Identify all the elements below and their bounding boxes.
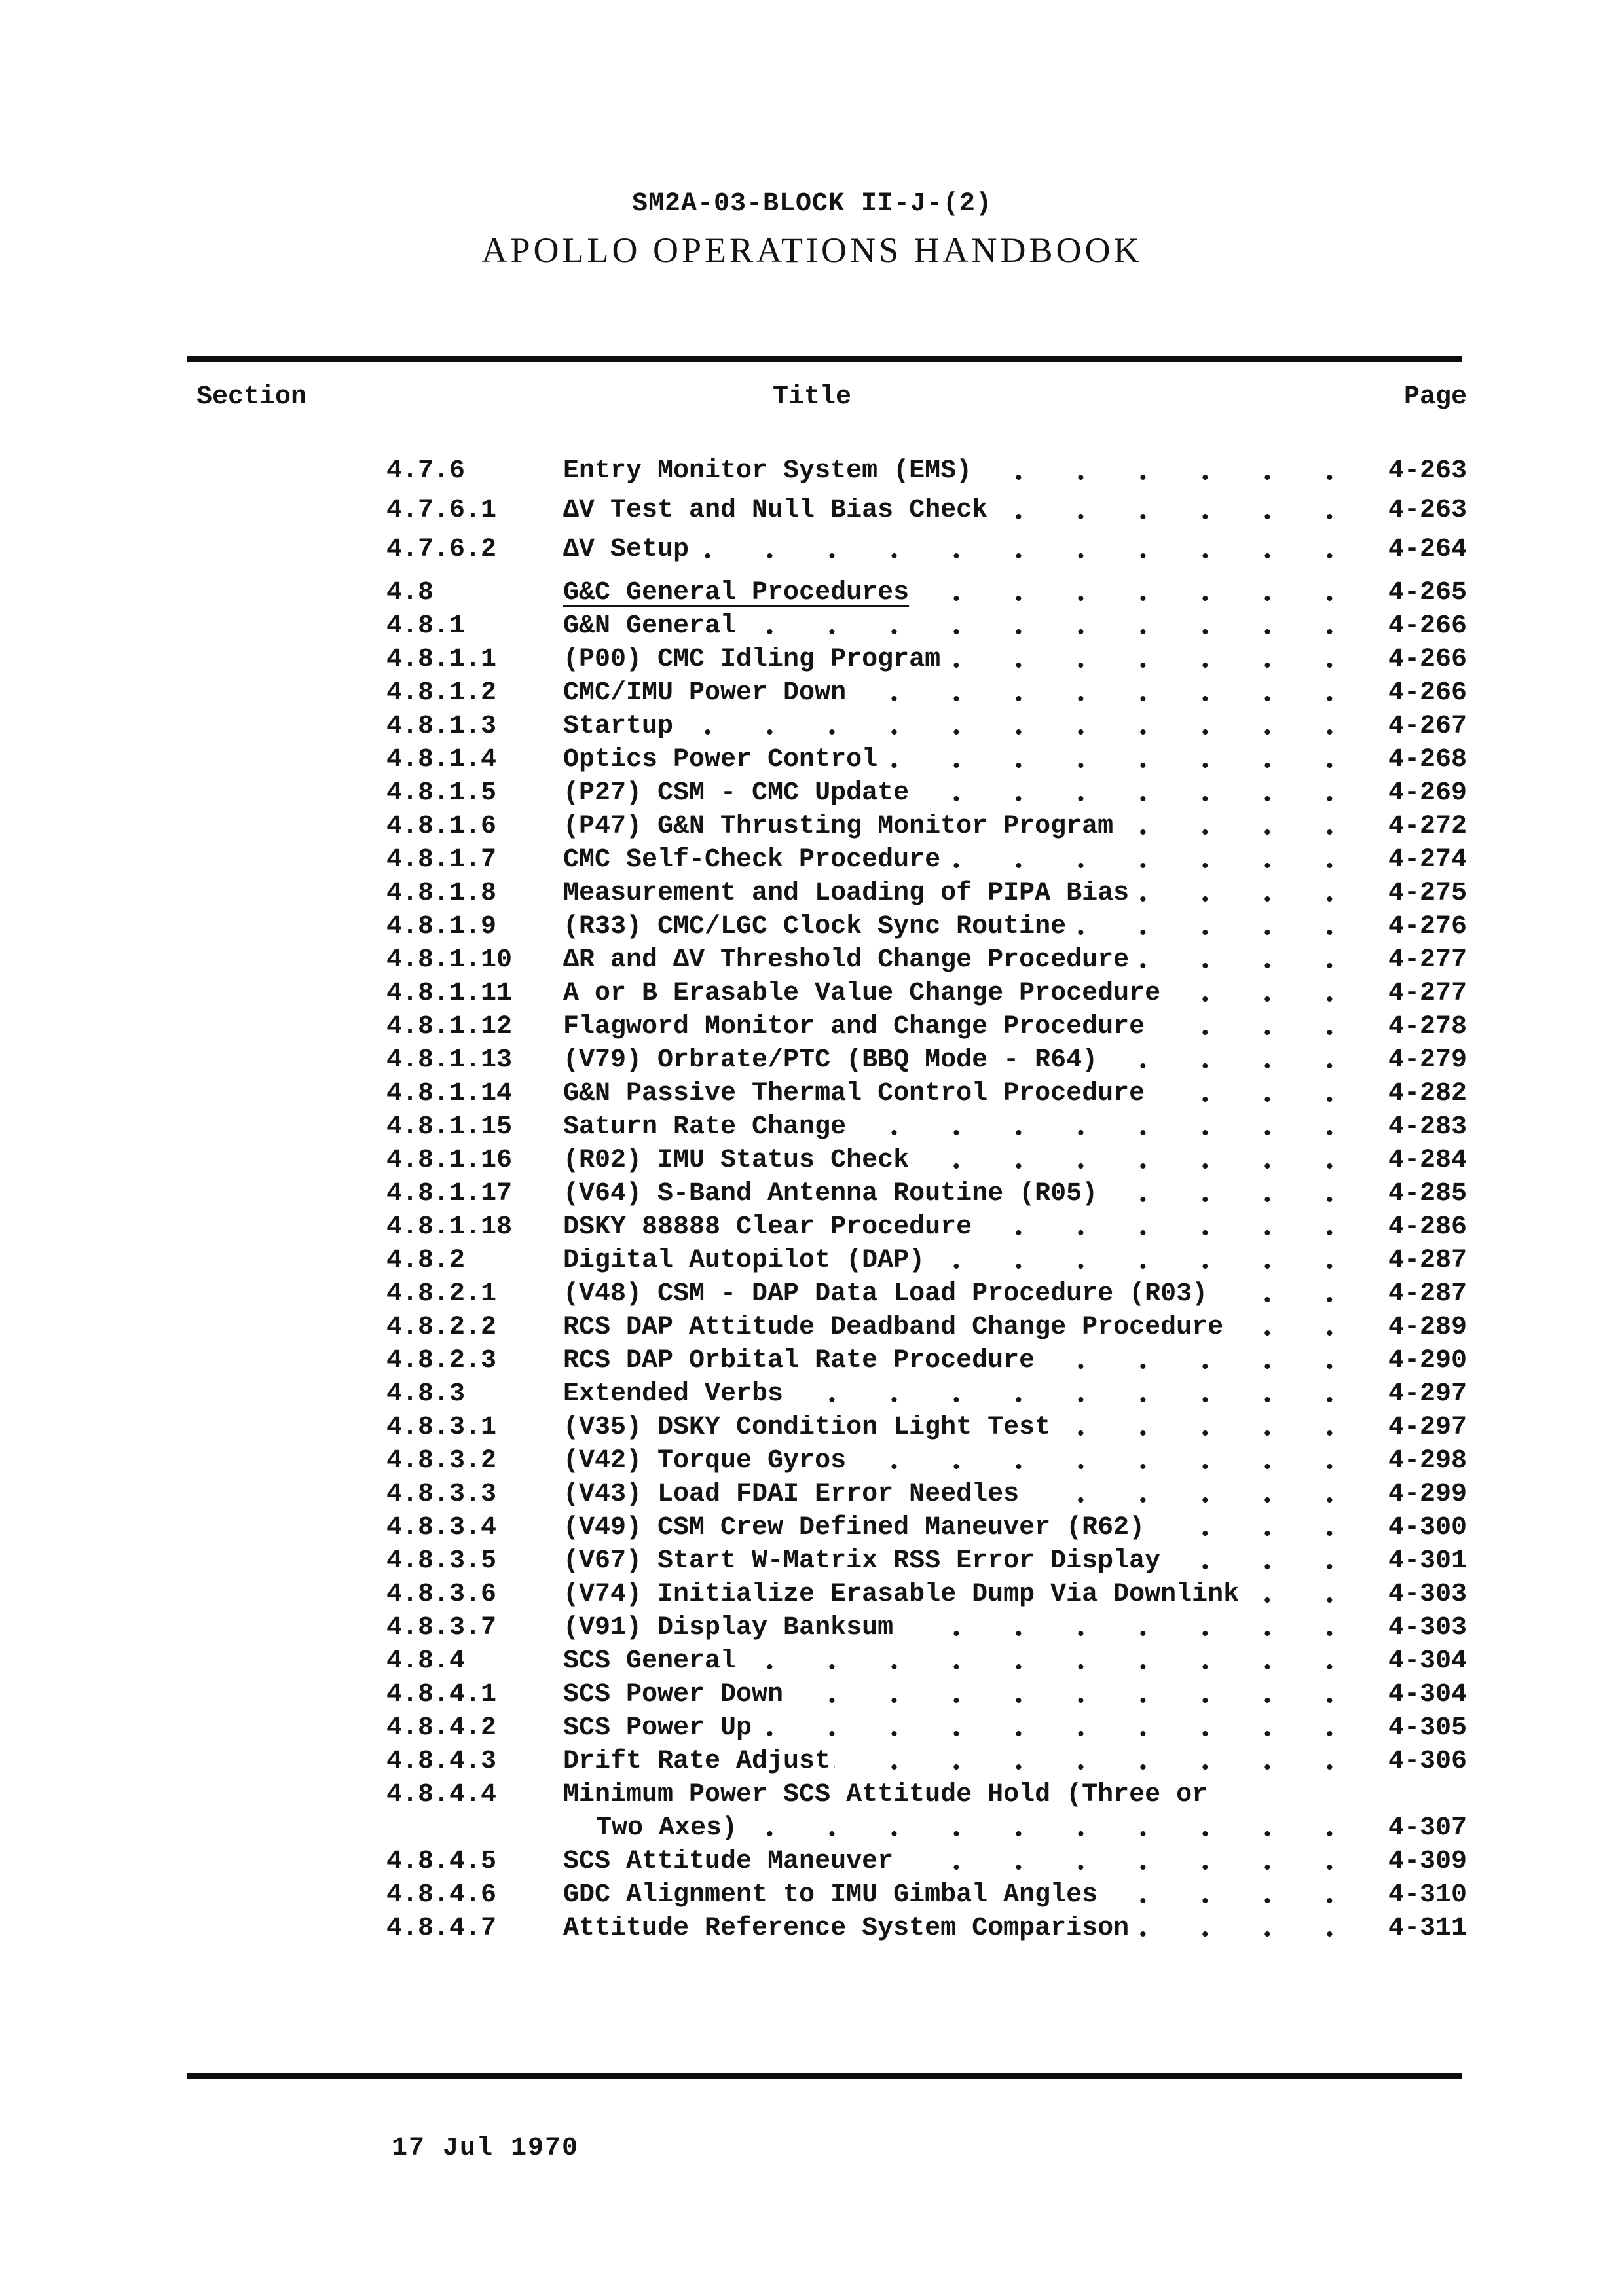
toc-row-title: G&C General Procedures bbox=[563, 578, 910, 608]
toc-row-page: 4-266 bbox=[1388, 678, 1467, 708]
toc-row-page: 4-263 bbox=[1388, 456, 1467, 486]
toc-row-title: Drift Rate Adjust bbox=[563, 1747, 831, 1776]
toc-row-page: 4-303 bbox=[1388, 1613, 1467, 1643]
toc-row-title-continuation: Two Axes) bbox=[596, 1813, 738, 1843]
clipped-footer-date bbox=[392, 2134, 640, 2163]
toc-row bbox=[386, 1077, 1467, 1110]
toc-row bbox=[386, 1845, 1467, 1878]
toc-row bbox=[386, 1044, 1467, 1077]
toc-row bbox=[386, 1411, 1467, 1444]
dot-leader bbox=[913, 776, 1369, 810]
dot-leader bbox=[944, 843, 1369, 877]
dot-leader bbox=[693, 530, 1369, 570]
toc-row-title: (R02) IMU Status Check bbox=[563, 1146, 910, 1175]
doc-title: APOLLO OPERATIONS HANDBOOK bbox=[481, 230, 1143, 270]
toc-row-page: 4-263 bbox=[1388, 496, 1467, 525]
toc-row-section: 4.8.3.2 bbox=[386, 1446, 497, 1476]
toc-row bbox=[386, 610, 1467, 643]
toc-row-section: 4.8.1.16 bbox=[386, 1146, 513, 1175]
toc-row-title: (V91) Display Banksum bbox=[563, 1613, 894, 1643]
toc-row bbox=[386, 1711, 1467, 1745]
dot-leader bbox=[1133, 877, 1369, 910]
toc-row-title: Entry Monitor System (EMS) bbox=[563, 456, 972, 486]
column-header-section: Section bbox=[196, 382, 307, 412]
toc-row bbox=[386, 943, 1467, 977]
toc-row-page: 4-297 bbox=[1388, 1413, 1467, 1442]
toc-row-page: 4-299 bbox=[1388, 1480, 1467, 1509]
toc-row-page: 4-304 bbox=[1388, 1680, 1467, 1709]
toc-row-section: 4.8.3.6 bbox=[386, 1580, 497, 1609]
dot-leader bbox=[1164, 1544, 1369, 1578]
toc-row-section: 4.8.1.11 bbox=[386, 979, 513, 1008]
toc-row-section: 4.8.1 bbox=[386, 611, 466, 641]
dot-leader bbox=[944, 643, 1369, 676]
toc-row-section: 4.8.3.7 bbox=[386, 1613, 497, 1643]
toc-row-title: RCS DAP Orbital Rate Procedure bbox=[563, 1346, 1035, 1376]
toc-row-page: 4-289 bbox=[1388, 1313, 1467, 1342]
toc-row-section: 4.8.3.5 bbox=[386, 1546, 497, 1576]
toc-row-title: Startup bbox=[563, 712, 674, 741]
toc-row-title: CMC/IMU Power Down bbox=[563, 678, 847, 708]
toc-row-section: 4.8.1.18 bbox=[386, 1212, 513, 1242]
toc-row-title: (P27) CSM - CMC Update bbox=[563, 778, 910, 808]
toc-row-section: 4.8.1.2 bbox=[386, 678, 497, 708]
toc-row bbox=[386, 1211, 1467, 1244]
dot-leader bbox=[1101, 1044, 1369, 1077]
toc-row bbox=[386, 1277, 1467, 1311]
toc-row-section: 4.8.1.4 bbox=[386, 745, 497, 774]
toc-row-section: 4.8.1.1 bbox=[386, 645, 497, 674]
dot-leader bbox=[1243, 1578, 1369, 1611]
toc-row-section: 4.8 bbox=[386, 578, 434, 608]
dot-leader bbox=[1211, 1277, 1369, 1311]
toc-row-section: 4.8.4 bbox=[386, 1647, 466, 1676]
toc-row bbox=[386, 1511, 1467, 1544]
toc-group-4-7 bbox=[386, 452, 1467, 570]
toc-row-page: 4-275 bbox=[1388, 879, 1467, 908]
toc-row-section: 4.8.2.1 bbox=[386, 1279, 497, 1309]
dot-leader bbox=[897, 1845, 1369, 1878]
toc-row-title: Flagword Monitor and Change Procedure bbox=[563, 1012, 1145, 1042]
toc-row-title: (V74) Initialize Erasable Dump Via Downlink bbox=[563, 1580, 1240, 1609]
toc-row-title: Minimum Power SCS Attitude Hold (Three or bbox=[563, 1780, 1208, 1810]
dot-leader bbox=[1149, 1511, 1369, 1544]
toc-row-section: 4.8.1.13 bbox=[386, 1046, 513, 1075]
dot-leader bbox=[1070, 910, 1369, 943]
dot-leader bbox=[897, 1611, 1369, 1645]
toc-row bbox=[386, 1344, 1467, 1377]
dot-leader bbox=[913, 1144, 1369, 1177]
dot-leader bbox=[1149, 1077, 1369, 1110]
toc-row-page: 4-274 bbox=[1388, 845, 1467, 875]
toc-row-title: (V42) Torque Gyros bbox=[563, 1446, 847, 1476]
dot-leader bbox=[976, 452, 1369, 491]
toc-row-section: 4.8.1.5 bbox=[386, 778, 497, 808]
toc-row-section: 4.8.1.17 bbox=[386, 1179, 513, 1209]
toc-row-section: 4.7.6.1 bbox=[386, 496, 497, 525]
dot-leader bbox=[740, 1645, 1369, 1678]
toc-row bbox=[386, 1444, 1467, 1478]
toc-row-title: ΔV Setup bbox=[563, 535, 690, 564]
toc-row bbox=[386, 776, 1467, 810]
toc-row-title: Digital Autopilot (DAP) bbox=[563, 1246, 925, 1275]
toc-row-title: DSKY 88888 Clear Procedure bbox=[563, 1212, 972, 1242]
bottom-rule bbox=[187, 2073, 1462, 2079]
dot-leader bbox=[1227, 1311, 1369, 1344]
toc-row-section: 4.8.1.6 bbox=[386, 812, 497, 841]
toc-row bbox=[386, 491, 1467, 530]
toc-row-title: ΔR and ΔV Threshold Change Procedure bbox=[563, 945, 1130, 975]
dot-leader bbox=[1023, 1478, 1369, 1511]
dot-leader bbox=[991, 491, 1369, 530]
toc-row bbox=[386, 810, 1467, 843]
toc-row-page: 4-269 bbox=[1388, 778, 1467, 808]
toc-row bbox=[386, 1645, 1467, 1678]
column-header-title: Title bbox=[772, 382, 852, 412]
dot-leader bbox=[1101, 1177, 1369, 1211]
toc-row-page: 4-267 bbox=[1388, 712, 1467, 741]
toc-row bbox=[386, 576, 1467, 610]
toc-row-section: 4.8.1.7 bbox=[386, 845, 497, 875]
toc-row-title: Measurement and Loading of PIPA Bias bbox=[563, 879, 1130, 908]
toc-row bbox=[386, 452, 1467, 491]
toc-row-page: 4-310 bbox=[1388, 1880, 1467, 1910]
toc-row-section: 4.8.4.5 bbox=[386, 1847, 497, 1876]
toc-row bbox=[386, 877, 1467, 910]
toc-row-title: GDC Alignment to IMU Gimbal Angles bbox=[563, 1880, 1098, 1910]
dot-leader bbox=[1101, 1878, 1369, 1912]
dot-leader bbox=[1054, 1411, 1369, 1444]
dot-leader bbox=[741, 1812, 1369, 1845]
dot-leader bbox=[677, 710, 1369, 743]
toc-row bbox=[386, 676, 1467, 710]
toc-row-title: (P47) G&N Thrusting Monitor Program bbox=[563, 812, 1114, 841]
toc-row-title: SCS Power Down bbox=[563, 1680, 784, 1709]
toc-row-title: (V48) CSM - DAP Data Load Procedure (R03) bbox=[563, 1279, 1208, 1309]
dot-leader bbox=[850, 1444, 1369, 1478]
toc-row-title: (V49) CSM Crew Defined Maneuver (R62) bbox=[563, 1513, 1145, 1542]
toc-row bbox=[386, 843, 1467, 877]
toc-row-section: 4.8.4.2 bbox=[386, 1713, 497, 1743]
toc-row-section: 4.8.2.2 bbox=[386, 1313, 497, 1342]
toc-row-title: CMC Self-Check Procedure bbox=[563, 845, 941, 875]
clipped-footer-date-text: 17 Jul 1970 bbox=[392, 2134, 580, 2163]
toc-group-4-8 bbox=[386, 576, 1467, 1945]
top-rule bbox=[187, 356, 1462, 362]
toc-row bbox=[386, 910, 1467, 943]
dot-leader bbox=[1149, 1010, 1369, 1044]
dot-leader bbox=[1164, 977, 1369, 1010]
toc-row-title: SCS General bbox=[563, 1647, 737, 1676]
dot-leader bbox=[834, 1745, 1369, 1778]
toc-row-page: 4-286 bbox=[1388, 1212, 1467, 1242]
toc-row-page: 4-309 bbox=[1388, 1847, 1467, 1876]
toc-row-title: (V35) DSKY Condition Light Test bbox=[563, 1413, 1051, 1442]
toc-row-title: ΔV Test and Null Bias Check bbox=[563, 496, 988, 525]
dot-leader bbox=[740, 610, 1369, 643]
toc-row-section: 4.8.3.4 bbox=[386, 1513, 497, 1542]
toc-row-page: 4-283 bbox=[1388, 1112, 1467, 1142]
toc-row bbox=[386, 643, 1467, 676]
toc-row-title: SCS Power Up bbox=[563, 1713, 752, 1743]
toc-row bbox=[386, 1745, 1467, 1778]
toc-row bbox=[386, 1578, 1467, 1611]
dot-leader bbox=[976, 1211, 1369, 1244]
toc-row-page: 4-268 bbox=[1388, 745, 1467, 774]
dot-leader bbox=[787, 1678, 1369, 1711]
toc-row-title: (V43) Load FDAI Error Needles bbox=[563, 1480, 1020, 1509]
dot-leader bbox=[787, 1377, 1369, 1411]
toc-row-title: Extended Verbs bbox=[563, 1379, 784, 1409]
toc-row-page: 4-265 bbox=[1388, 578, 1467, 608]
toc-row-title: Attitude Reference System Comparison bbox=[563, 1914, 1130, 1943]
toc-row-page: 4-297 bbox=[1388, 1379, 1467, 1409]
toc-row-section: 4.8.1.14 bbox=[386, 1079, 513, 1108]
toc-row bbox=[386, 1010, 1467, 1044]
toc-row-page: 4-277 bbox=[1388, 979, 1467, 1008]
toc-row bbox=[386, 1812, 1467, 1845]
toc-row-section: 4.8.4.1 bbox=[386, 1680, 497, 1709]
toc-row-section: 4.8.1.15 bbox=[386, 1112, 513, 1142]
toc-row-page: 4-298 bbox=[1388, 1446, 1467, 1476]
toc-row bbox=[386, 1678, 1467, 1711]
column-header-page: Page bbox=[1403, 382, 1467, 412]
dot-leader bbox=[881, 743, 1369, 776]
dot-leader bbox=[929, 1244, 1369, 1277]
toc-row-page: 4-287 bbox=[1388, 1246, 1467, 1275]
toc-row-title: SCS Attitude Maneuver bbox=[563, 1847, 894, 1876]
toc-row bbox=[386, 1912, 1467, 1945]
toc-row-title: Saturn Rate Change bbox=[563, 1112, 847, 1142]
toc-row bbox=[386, 1478, 1467, 1511]
toc-row bbox=[386, 1311, 1467, 1344]
toc-row-section: 4.8.1.3 bbox=[386, 712, 497, 741]
toc-row-page: 4-290 bbox=[1388, 1346, 1467, 1376]
toc-row-page: 4-301 bbox=[1388, 1546, 1467, 1576]
toc-row bbox=[386, 1177, 1467, 1211]
toc-row bbox=[386, 1144, 1467, 1177]
toc-row bbox=[386, 1377, 1467, 1411]
toc-row bbox=[386, 977, 1467, 1010]
toc-row-page: 4-300 bbox=[1388, 1513, 1467, 1542]
toc-row-title: Optics Power Control bbox=[563, 745, 878, 774]
toc-row bbox=[386, 710, 1467, 743]
toc-row bbox=[386, 1611, 1467, 1645]
toc-row-page: 4-282 bbox=[1388, 1079, 1467, 1108]
toc-row bbox=[386, 1878, 1467, 1912]
toc-row-title: G&N Passive Thermal Control Procedure bbox=[563, 1079, 1145, 1108]
toc-row-section: 4.7.6.2 bbox=[386, 535, 497, 564]
toc-row-section bbox=[386, 1812, 563, 1845]
toc-row bbox=[386, 1778, 1467, 1812]
toc-row-page: 4-284 bbox=[1388, 1146, 1467, 1175]
toc-row-page: 4-278 bbox=[1388, 1012, 1467, 1042]
toc-row-section: 4.8.3.3 bbox=[386, 1480, 497, 1509]
toc-row-section: 4.8.4.4 bbox=[386, 1780, 497, 1810]
toc-row-page: 4-305 bbox=[1388, 1713, 1467, 1743]
dot-leader bbox=[850, 676, 1369, 710]
toc-row-page: 4-311 bbox=[1388, 1914, 1467, 1943]
toc-row-section: 4.8.4.6 bbox=[386, 1880, 497, 1910]
toc-row-title: RCS DAP Attitude Deadband Change Procedure bbox=[563, 1313, 1224, 1342]
toc-row-title: (V67) Start W-Matrix RSS Error Display bbox=[563, 1546, 1161, 1576]
toc-row-page: 4-272 bbox=[1388, 812, 1467, 841]
dot-leader bbox=[1211, 1778, 1460, 1812]
toc-row-page: 4-279 bbox=[1388, 1046, 1467, 1075]
toc-row-page: 4-303 bbox=[1388, 1580, 1467, 1609]
toc-row-section: 4.8.1.8 bbox=[386, 879, 497, 908]
toc-row-section: 4.8.2.3 bbox=[386, 1346, 497, 1376]
toc-row-section: 4.8.4.7 bbox=[386, 1914, 497, 1943]
toc-row-section: 4.8.3.1 bbox=[386, 1413, 497, 1442]
toc-row-title: (R33) CMC/LGC Clock Sync Routine bbox=[563, 912, 1067, 941]
toc-row-title: (V79) Orbrate/PTC (BBQ Mode - R64) bbox=[563, 1046, 1098, 1075]
toc-row-page: 4-264 bbox=[1388, 535, 1467, 564]
dot-leader bbox=[1133, 1912, 1369, 1945]
toc-row-page: 4-266 bbox=[1388, 611, 1467, 641]
toc-row-page: 4-277 bbox=[1388, 945, 1467, 975]
toc-row-page: 4-307 bbox=[1388, 1813, 1467, 1843]
toc-row-page: 4-285 bbox=[1388, 1179, 1467, 1209]
dot-leader bbox=[756, 1711, 1369, 1745]
dot-leader bbox=[1039, 1344, 1369, 1377]
toc-row-section: 4.8.4.3 bbox=[386, 1747, 497, 1776]
toc-row bbox=[386, 1110, 1467, 1144]
toc-row-title: (V64) S-Band Antenna Routine (R05) bbox=[563, 1179, 1098, 1209]
toc-row bbox=[386, 743, 1467, 776]
dot-leader bbox=[1133, 943, 1369, 977]
dot-leader bbox=[913, 576, 1369, 610]
toc-row-page: 4-276 bbox=[1388, 912, 1467, 941]
toc-row-section: 4.7.6 bbox=[386, 456, 466, 486]
dot-leader bbox=[1117, 810, 1369, 843]
toc-row-title: (P00) CMC Idling Program bbox=[563, 645, 941, 674]
toc-row-page: 4-266 bbox=[1388, 645, 1467, 674]
toc-row-page: 4-304 bbox=[1388, 1647, 1467, 1676]
toc-row-section: 4.8.1.10 bbox=[386, 945, 513, 975]
toc-row-title: A or B Erasable Value Change Procedure bbox=[563, 979, 1161, 1008]
toc-row-title: G&N General bbox=[563, 611, 737, 641]
dot-leader bbox=[850, 1110, 1369, 1144]
toc-row bbox=[386, 1544, 1467, 1578]
toc-row-section: 4.8.1.12 bbox=[386, 1012, 513, 1042]
toc-row-page: 4-306 bbox=[1388, 1747, 1467, 1776]
toc-row bbox=[386, 530, 1467, 570]
toc-row-page: 4-287 bbox=[1388, 1279, 1467, 1309]
toc-row-section: 4.8.1.9 bbox=[386, 912, 497, 941]
toc-row-section: 4.8.2 bbox=[386, 1246, 466, 1275]
toc-row-section: 4.8.3 bbox=[386, 1379, 466, 1409]
toc-row bbox=[386, 1244, 1467, 1277]
doc-code: SM2A-03-BLOCK II-J-(2) bbox=[631, 189, 993, 219]
